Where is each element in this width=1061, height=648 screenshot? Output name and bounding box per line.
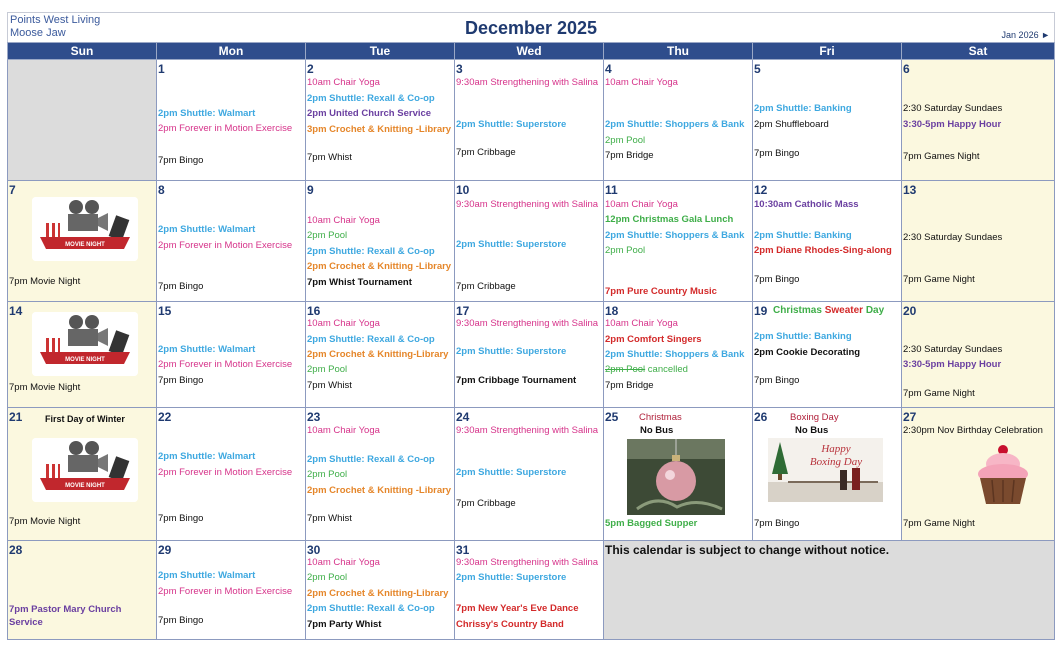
event: 7pm Pure Country Music <box>605 286 717 297</box>
event: 2pm Forever in Motion Exercise <box>158 123 293 134</box>
movie-night-image <box>32 312 138 376</box>
day-cell-15[interactable] <box>157 302 306 408</box>
event: 2pm Crochet & Knitting-Library <box>307 349 449 360</box>
calendar-grid <box>7 42 1055 640</box>
day-cell-21[interactable] <box>8 408 157 541</box>
svg-text:MOVIE NIGHT: MOVIE NIGHT <box>65 483 105 489</box>
day-number: 18 <box>605 304 619 318</box>
event: 7pm New Year's Eve Dance <box>456 603 579 614</box>
weekday-sat: Sat <box>902 43 1055 60</box>
title-word: Christmas <box>773 305 822 316</box>
event: 7pm Movie Night <box>9 276 81 287</box>
event: 2pm Crochet & Knitting-Library <box>307 588 449 599</box>
day-number: 15 <box>158 304 172 318</box>
week-row <box>8 408 1055 541</box>
day-cell-8[interactable] <box>157 181 306 302</box>
event: 2pm Pool <box>605 245 646 256</box>
day-number: 7 <box>9 183 16 197</box>
event: Service <box>9 617 43 628</box>
event: 7pm Games Night <box>903 151 980 162</box>
day-cell-19[interactable] <box>753 302 902 408</box>
event: 2pm Shuttle: Walmart <box>158 451 256 462</box>
org-line-1: Points West Living <box>10 14 101 26</box>
svg-text:Happy: Happy <box>821 443 851 455</box>
event: 9:30am Strengthening with Salina <box>456 425 599 436</box>
week-row <box>8 181 1055 302</box>
day-number: 24 <box>456 410 470 424</box>
page-title: December 2025 <box>464 18 598 38</box>
day-cell-31[interactable] <box>455 541 604 640</box>
day-cell-17[interactable] <box>455 302 604 408</box>
day-number: 11 <box>605 183 618 197</box>
day-number: 17 <box>456 304 470 318</box>
day-cell-11[interactable] <box>604 181 753 302</box>
day-cell-1[interactable] <box>157 60 306 181</box>
event: 2pm Shuttle: Superstore <box>456 346 567 357</box>
day-number: 12 <box>754 183 768 197</box>
empty-day-cell <box>8 60 157 181</box>
event: 2pm Shuttle: Walmart <box>158 108 256 119</box>
day-cell-4[interactable] <box>604 60 753 181</box>
event: 9:30am Strengthening with Salina <box>456 199 599 210</box>
event: 7pm Party Whist <box>307 619 382 630</box>
event: 7pm Whist Tournament <box>307 277 412 288</box>
event: 2:30 Saturday Sundaes <box>903 103 1003 114</box>
event: 10am Chair Yoga <box>307 215 380 226</box>
event: 10am Chair Yoga <box>307 557 380 568</box>
movie-night-image <box>32 438 138 502</box>
day-number: 28 <box>9 543 23 557</box>
christmas-ornament-image <box>627 439 725 515</box>
day-number: 2 <box>307 62 314 76</box>
event: 2pm Forever in Motion Exercise <box>158 586 293 597</box>
event: 2pm Shuttle: Walmart <box>158 224 256 235</box>
day-number: 9 <box>307 183 314 197</box>
event: 7pm Bridge <box>605 380 654 391</box>
event: 2pm Shuttle: Rexall & Co-op <box>307 93 435 104</box>
day-number: 5 <box>754 62 761 76</box>
event: 2pm Shuttle: Superstore <box>456 239 567 250</box>
weekday-sun: Sun <box>8 43 157 60</box>
event: 2pm Shuttle: Banking <box>754 331 852 342</box>
event: 2pm Crochet & Knitting -Library <box>307 485 452 496</box>
event: 7pm Movie Night <box>9 382 81 393</box>
event: 7pm Movie Night <box>9 516 81 527</box>
day-number: 25 <box>605 410 619 424</box>
cancelled-event-text: 2pm Pool <box>605 364 646 375</box>
event: 2pm Shuttle: Rexall & Co-op <box>307 334 435 345</box>
day-number: 19 <box>754 304 768 318</box>
weekday-header-row <box>8 43 1055 60</box>
event: 2pm Shuffleboard <box>754 119 829 130</box>
event: 5pm Bagged Supper <box>605 518 698 529</box>
event: 2pm Forever in Motion Exercise <box>158 467 293 478</box>
day-cell-27[interactable] <box>902 408 1055 541</box>
next-month-link[interactable]: Jan 2026 ► <box>1001 30 1050 40</box>
event: 2pm Shuttle: Shoppers & Bank <box>605 230 745 241</box>
event: 7pm Bridge <box>605 150 654 161</box>
day-cell-12[interactable] <box>753 181 902 302</box>
event: 7pm Cribbage <box>456 147 516 158</box>
christmas-sweater-day-title <box>773 305 884 317</box>
day-number: 20 <box>903 304 917 318</box>
event-cancelled <box>605 364 688 376</box>
event: 7pm Game Night <box>903 388 975 399</box>
event: 7pm Cribbage <box>456 498 516 509</box>
day-number: 29 <box>158 543 172 557</box>
event: 2pm Shuttle: Superstore <box>456 119 567 130</box>
weekday-thu: Thu <box>604 43 753 60</box>
event: 10am Chair Yoga <box>605 318 678 329</box>
event: 3pm Crochet & Knitting -Library <box>307 124 452 135</box>
event: 2:30 Saturday Sundaes <box>903 344 1003 355</box>
event: 7pm Bingo <box>158 615 204 626</box>
event: 2pm Crochet & Knitting -Library <box>307 261 452 272</box>
change-notice: This calendar is subject to change without notice. <box>605 543 890 557</box>
day-cell-9[interactable] <box>306 181 455 302</box>
day-number: 30 <box>307 543 321 557</box>
day-cell-28[interactable] <box>8 541 157 640</box>
event: 2pm Pool <box>605 135 646 146</box>
week-row <box>8 541 1055 640</box>
event: 2pm Shuttle: Rexall & Co-op <box>307 454 435 465</box>
event: 7pm Whist <box>307 380 352 391</box>
day-cell-14[interactable] <box>8 302 157 408</box>
movie-night-image <box>32 197 138 261</box>
event: 2pm Shuttle: Walmart <box>158 570 256 581</box>
event: 2pm Shuttle: Shoppers & Bank <box>605 349 745 360</box>
event: 7pm Bingo <box>754 274 800 285</box>
day-number: 23 <box>307 410 321 424</box>
event: 2:30 Saturday Sundaes <box>903 232 1003 243</box>
day-number: 22 <box>158 410 172 424</box>
event: 7pm Bingo <box>754 518 800 529</box>
event: 7pm Bingo <box>754 375 800 386</box>
svg-text:Boxing Day: Boxing Day <box>809 456 863 468</box>
holiday-label: Christmas <box>639 412 682 423</box>
happy-boxing-day-image <box>768 438 883 502</box>
event: 7pm Bingo <box>158 155 204 166</box>
day-number: 21 <box>9 410 23 424</box>
event: 7pm Whist <box>307 152 352 163</box>
event: 7pm Bingo <box>158 375 204 386</box>
event: 2pm Shuttle: Superstore <box>456 467 567 478</box>
day-cell-13[interactable] <box>902 181 1055 302</box>
day-number: 31 <box>456 543 470 557</box>
day-number: 4 <box>605 62 612 76</box>
event: 7pm Cribbage <box>456 281 516 292</box>
day-cell-5[interactable] <box>753 60 902 181</box>
holiday-label: First Day of Winter <box>45 414 125 424</box>
event: 9:30am Strengthening with Salina <box>456 557 599 568</box>
day-cell-23[interactable] <box>306 408 455 541</box>
weekday-wed: Wed <box>455 43 604 60</box>
svg-text:MOVIE NIGHT: MOVIE NIGHT <box>65 357 105 363</box>
event: 9:30am Strengthening with Salina <box>456 318 599 329</box>
event: 3:30-5pm Happy Hour <box>903 119 1002 130</box>
week-row <box>8 302 1055 408</box>
day-number: 8 <box>158 183 165 197</box>
day-cell-22[interactable] <box>157 408 306 541</box>
event: 9:30am Strengthening with Salina <box>456 77 599 88</box>
day-cell-30[interactable] <box>306 541 455 640</box>
day-number: 16 <box>307 304 321 318</box>
day-cell-25[interactable] <box>604 408 753 541</box>
day-number: 6 <box>903 62 910 76</box>
day-cell-29[interactable] <box>157 541 306 640</box>
day-cell-3[interactable] <box>455 60 604 181</box>
day-cell-7[interactable] <box>8 181 157 302</box>
event: 2pm Shuttle: Banking <box>754 230 852 241</box>
event: 10am Chair Yoga <box>605 199 678 210</box>
event: 10am Chair Yoga <box>307 77 380 88</box>
event: 2pm Comfort Singers <box>605 334 702 345</box>
day-cell-10[interactable] <box>455 181 604 302</box>
event: 7pm Cribbage Tournament <box>456 375 577 386</box>
no-bus-label: No Bus <box>795 425 829 436</box>
day-number: 3 <box>456 62 463 76</box>
org-line-2: Moose Jaw <box>10 27 66 39</box>
event: 2pm Shuttle: Rexall & Co-op <box>307 246 435 257</box>
cancelled-label: cancelled <box>645 364 688 375</box>
event: 7pm Bingo <box>754 148 800 159</box>
event: 3:30-5pm Happy Hour <box>903 359 1002 370</box>
event: 12pm Christmas Gala Lunch <box>605 214 734 225</box>
event: 2pm United Church Service <box>307 108 432 119</box>
day-number: 13 <box>903 183 917 197</box>
event: 2pm Pool <box>307 469 348 480</box>
svg-text:MOVIE NIGHT: MOVIE NIGHT <box>65 242 105 248</box>
event: 7pm Whist <box>307 513 352 524</box>
event: 7pm Pastor Mary Church <box>9 604 122 615</box>
day-cell-18[interactable] <box>604 302 753 408</box>
event: 2pm Cookie Decorating <box>754 347 861 358</box>
event: Chrissy's Country Band <box>456 619 564 630</box>
event: 2pm Forever in Motion Exercise <box>158 359 293 370</box>
event: 10am Chair Yoga <box>307 425 380 436</box>
event: 10:30am Catholic Mass <box>754 199 859 210</box>
day-number: 26 <box>754 410 768 424</box>
day-cell-20[interactable] <box>902 302 1055 408</box>
cupcake-image <box>974 444 1032 506</box>
day-cell-24[interactable] <box>455 408 604 541</box>
title-word: Sweater <box>824 305 864 316</box>
event: 10am Chair Yoga <box>605 77 678 88</box>
day-number: 1 <box>158 62 165 76</box>
day-cell-16[interactable] <box>306 302 455 408</box>
event: 2pm Pool <box>307 230 348 241</box>
event: 2pm Shuttle: Walmart <box>158 344 256 355</box>
day-number: 27 <box>903 410 917 424</box>
weekday-tue: Tue <box>306 43 455 60</box>
weekday-fri: Fri <box>753 43 902 60</box>
day-cell-6[interactable] <box>902 60 1055 181</box>
event: 2pm Shuttle: Superstore <box>456 572 567 583</box>
event: 7pm Game Night <box>903 274 975 285</box>
event: 2:30pm Nov Birthday Celebration <box>903 425 1043 436</box>
weekday-mon: Mon <box>157 43 306 60</box>
day-number: 14 <box>9 304 23 318</box>
holiday-label: Boxing Day <box>790 412 839 423</box>
notice-cell <box>604 541 1055 640</box>
event: 7pm Game Night <box>903 518 975 529</box>
no-bus-label: No Bus <box>640 425 674 436</box>
event: 2pm Forever in Motion Exercise <box>158 240 293 251</box>
calendar-header <box>7 12 1055 43</box>
day-cell-26[interactable] <box>753 408 902 541</box>
event: 2pm Shuttle: Banking <box>754 103 852 114</box>
event: 7pm Bingo <box>158 513 204 524</box>
event: 2pm Shuttle: Rexall & Co-op <box>307 603 435 614</box>
event: 10am Chair Yoga <box>307 318 380 329</box>
event: 2pm Shuttle: Shoppers & Bank <box>605 119 745 130</box>
event: 2pm Pool <box>307 572 348 583</box>
event: 2pm Pool <box>307 364 348 375</box>
event: 2pm Diane Rhodes-Sing-along <box>754 245 892 256</box>
title-word: Day <box>865 305 885 316</box>
day-cell-2[interactable] <box>306 60 455 181</box>
day-number: 10 <box>456 183 470 197</box>
week-row <box>8 60 1055 181</box>
event: 7pm Bingo <box>158 281 204 292</box>
